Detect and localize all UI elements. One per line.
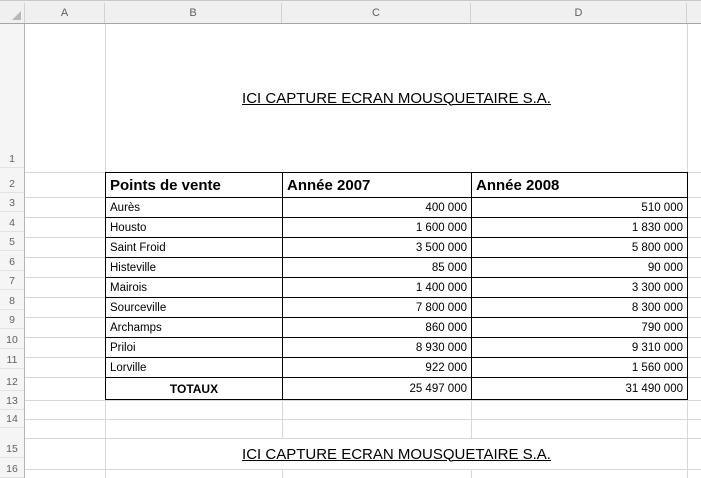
row-header-12[interactable]: 12 [0,369,24,391]
cell-store-name[interactable]: Lorville [106,358,283,377]
row-header-3[interactable]: 3 [0,193,24,213]
cell-2007-value[interactable]: 1 600 000 [283,218,472,237]
cell-totaux-label[interactable]: TOTAUX [106,378,283,399]
cell-2008-value[interactable]: 3 300 000 [631,281,683,294]
cell-2007-value[interactable]: 860 000 [283,318,472,337]
cell-2008-value[interactable]: 510 000 [641,201,683,214]
cell-2007-value[interactable]: 85 000 [283,258,472,277]
table-header-row [106,173,687,198]
column-header-bar [0,3,701,24]
select-all-triangle-icon [12,11,21,20]
cell-2007-value[interactable]: 3 500 000 [283,238,472,257]
column-header-c[interactable]: C [282,3,471,23]
cell-store-name[interactable]: Archamps [106,318,283,337]
row-header-10[interactable]: 10 [0,329,24,349]
cell-total-2007[interactable]: 25 497 000 [283,378,472,399]
cell-store-name[interactable]: Saint Froid [106,238,283,257]
cell-store-name[interactable]: Mairois [106,278,283,297]
header-cell-annee-2007[interactable]: Année 2007 [283,173,472,197]
cell-2007-value[interactable]: 8 930 000 [283,338,472,357]
title-cell-row1[interactable]: ICI CAPTURE ECRAN MOUSQUETAIRE S.A. [106,24,687,172]
table-row [106,358,687,378]
row-header-1[interactable]: 1 [0,24,24,168]
cell-2007-value[interactable]: 1 400 000 [283,278,472,297]
row-header-11[interactable]: 11 [0,349,24,369]
header-cell-points-de-vente[interactable]: Points de vente [106,173,283,197]
header-cell-annee-2008[interactable]: Année 2008 [476,176,560,194]
row-header-16[interactable]: 16 [0,458,24,478]
cell-2008-value[interactable]: 9 310 000 [631,341,683,354]
column-header-e-sliver[interactable] [687,3,701,23]
cell-2007-value[interactable]: 400 000 [283,198,472,217]
cell-store-name[interactable]: Histeville [106,258,283,277]
table-row [106,238,687,258]
row-header-7[interactable]: 7 [0,271,24,291]
row-header-6[interactable]: 6 [0,251,24,271]
gridline-row-15 [25,469,701,470]
sales-table [105,172,688,400]
cell-total-2008[interactable]: 31 490 000 [625,382,683,395]
table-total-row [106,378,687,399]
gridline-row-12 [25,400,701,401]
row-header-13[interactable]: 13 [0,391,24,410]
cell-store-name[interactable]: Priloi [106,338,283,357]
row-header-15[interactable]: 15 [0,428,24,458]
row-header-gutter [0,24,25,478]
table-row [106,298,687,318]
row-header-9[interactable]: 9 [0,310,24,330]
gridline-row-13 [25,419,701,420]
cell-2008-value[interactable]: 1 560 000 [631,361,683,374]
cell-2008-value[interactable]: 1 830 000 [631,221,683,234]
table-row [106,318,687,338]
cell-2008-value[interactable]: 790 000 [641,321,683,334]
select-all-corner[interactable] [0,3,25,23]
table-row [106,218,687,238]
cell-2008-value[interactable]: 8 300 000 [631,301,683,314]
cell-2007-value[interactable]: 922 000 [283,358,472,377]
cell-store-name[interactable]: Housto [106,218,283,237]
column-header-d[interactable]: D [471,3,687,23]
row-header-14[interactable]: 14 [0,410,24,429]
table-row [106,338,687,358]
cell-2008-value[interactable]: 90 000 [647,261,683,274]
table-row [106,198,687,218]
row-header-5[interactable]: 5 [0,232,24,252]
cell-store-name[interactable]: Aurès [106,198,283,217]
row-header-4[interactable]: 4 [0,212,24,232]
column-header-a[interactable]: A [25,3,105,23]
row-header-2[interactable]: 2 [0,168,24,192]
cell-2007-value[interactable]: 7 800 000 [283,298,472,317]
table-row [106,278,687,298]
column-header-b[interactable]: B [105,3,282,23]
cell-2008-value[interactable]: 5 800 000 [631,241,683,254]
title-cell-row15[interactable]: ICI CAPTURE ECRAN MOUSQUETAIRE S.A. [106,439,687,469]
cell-store-name[interactable]: Sourceville [106,298,283,317]
table-row [106,258,687,278]
row-header-8[interactable]: 8 [0,290,24,310]
